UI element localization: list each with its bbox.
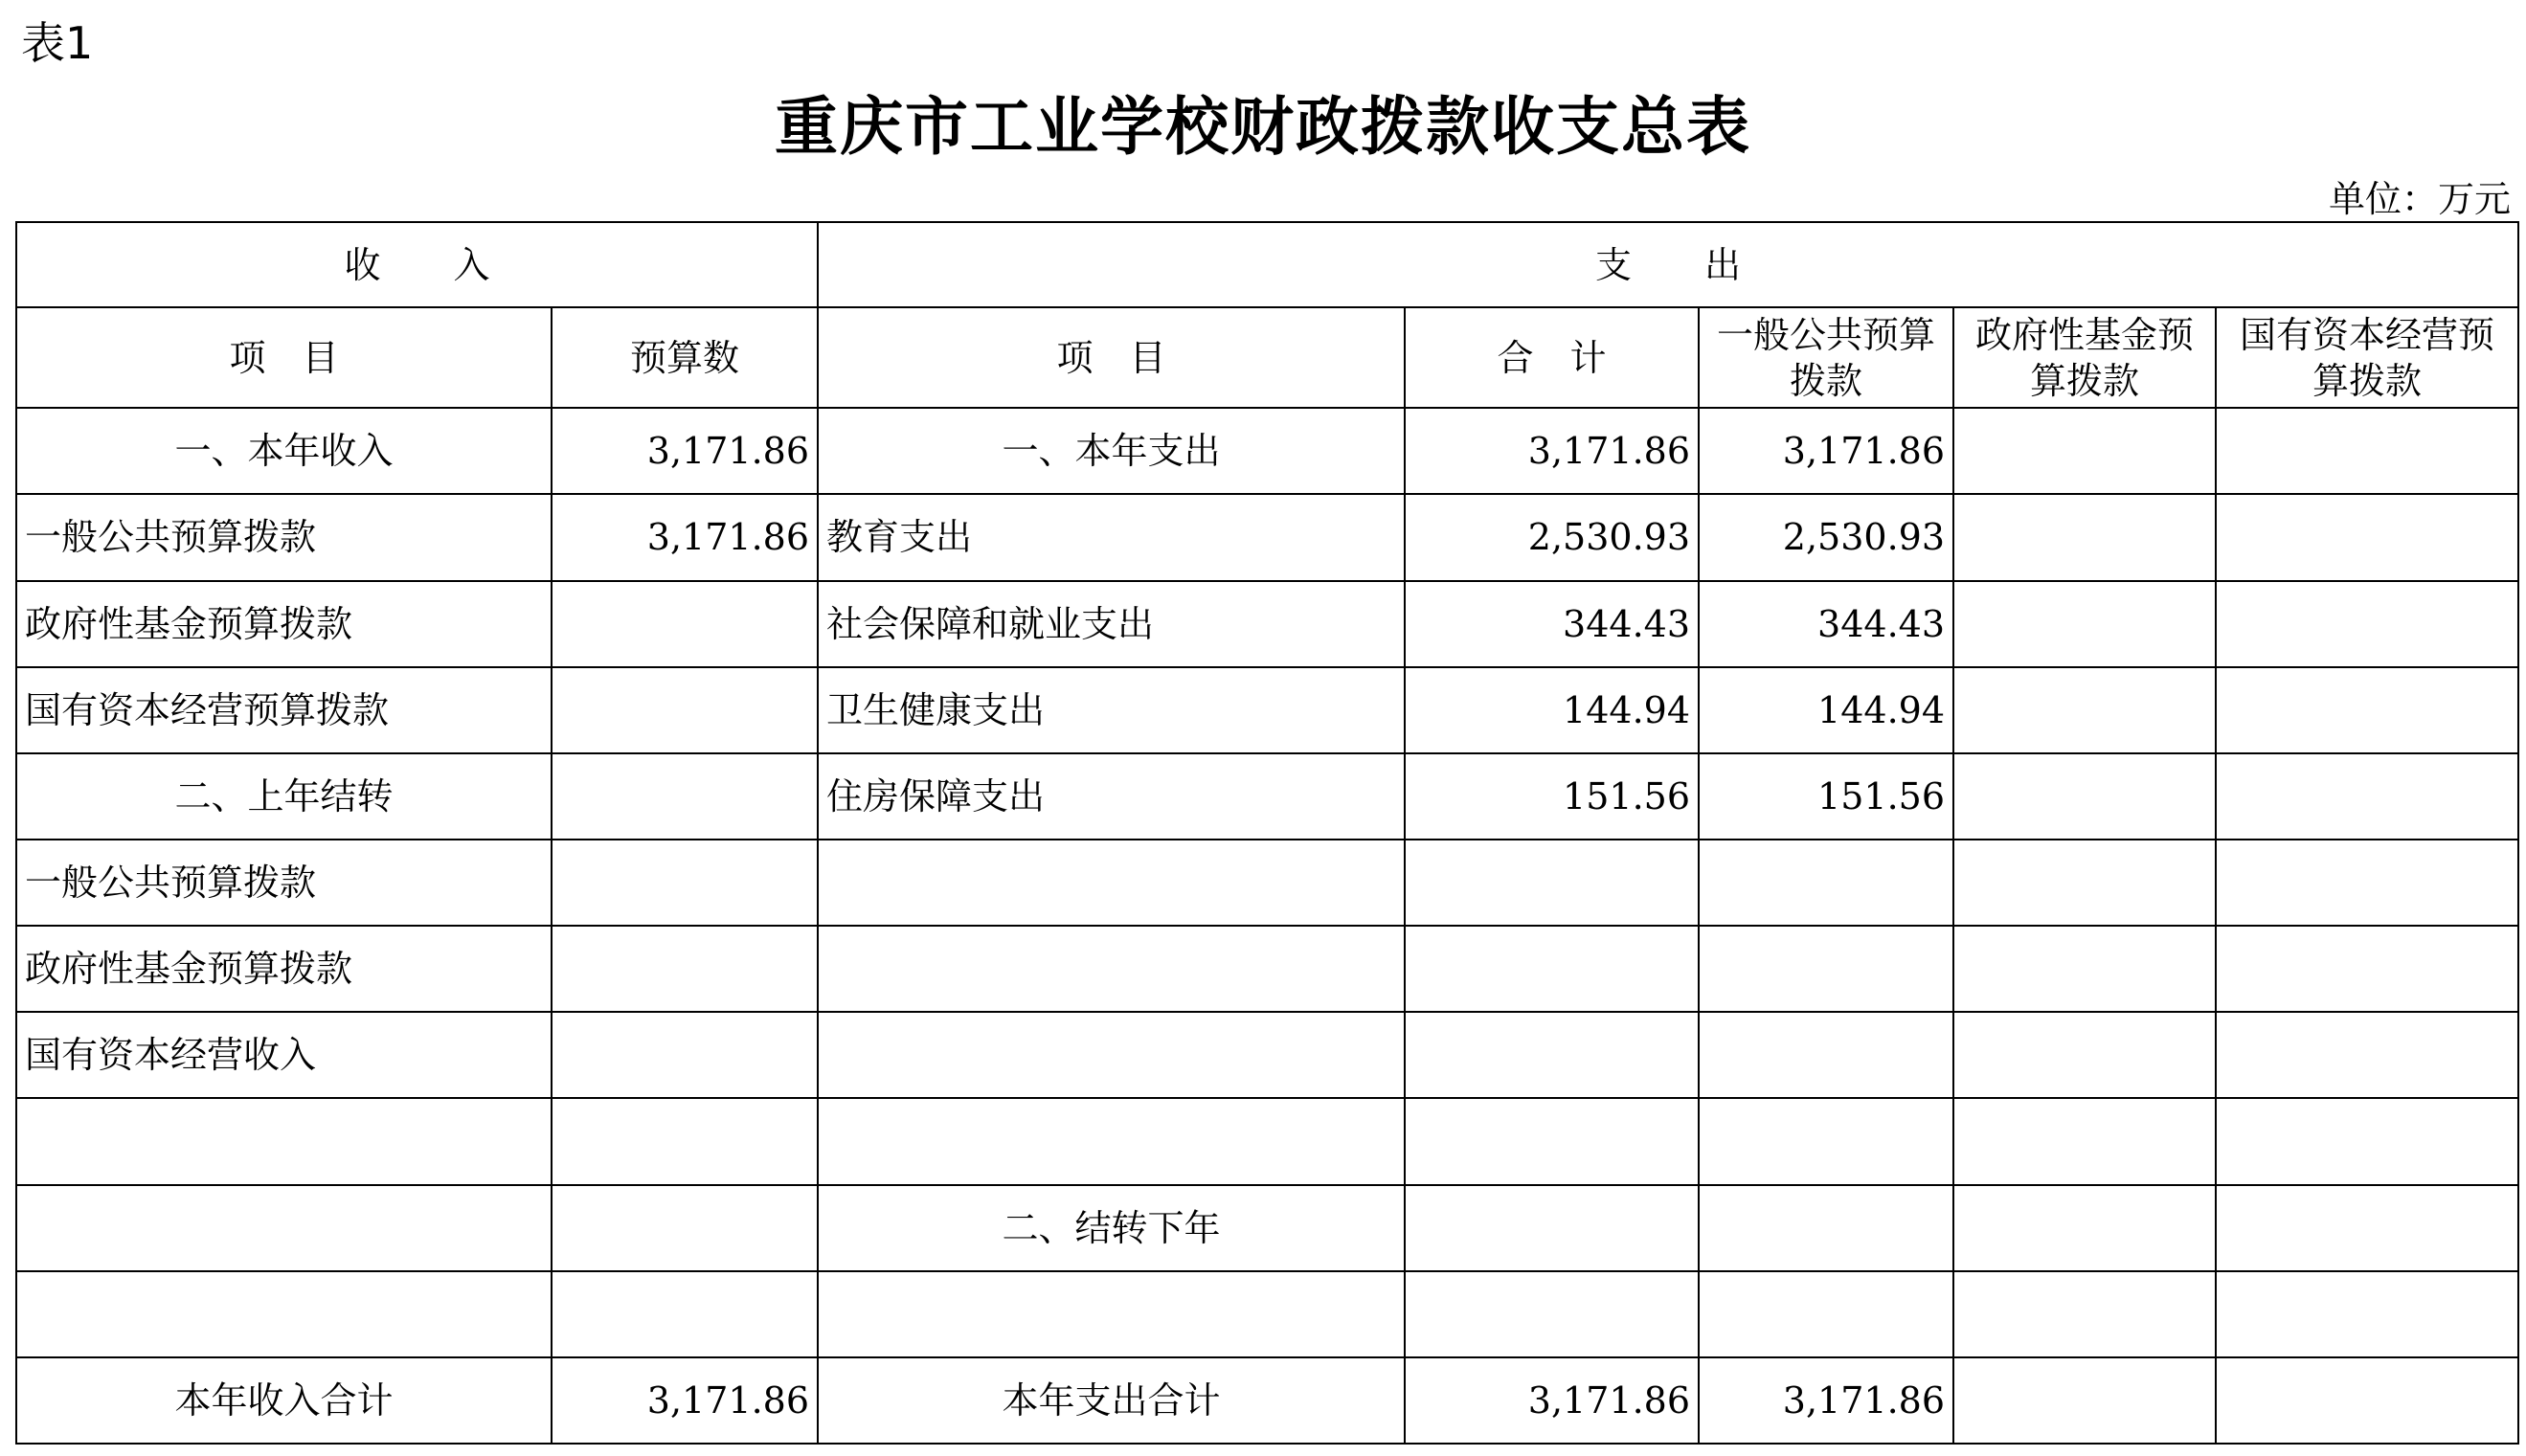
general-budget-cell [1699,926,1953,1012]
gov-fund-cell [1953,840,2216,926]
table-row [16,840,2518,926]
general-budget-total-value: 3,171.86 [1699,1357,1953,1444]
expense-total-cell: 2,530.93 [1405,494,1699,580]
expense-item-cell [818,1012,1405,1098]
expense-item-cell [818,926,1405,1012]
expense-total-cell: 344.43 [1405,581,1699,667]
income-budget-cell [552,667,818,753]
table-row [16,581,2518,667]
income-budget-cell: 3,171.86 [552,494,818,580]
table-number: 表1 [21,17,94,69]
income-item-cell: 一般公共预算拨款 [16,840,552,926]
expense-total-label: 本年支出合计 [818,1357,1405,1444]
income-item-cell [16,1098,552,1184]
income-item-cell: 二、上年结转 [16,753,552,840]
col-header-expense-item: 项 目 [818,307,1405,408]
state-capital-cell [2216,1098,2518,1184]
expense-section-header: 支 出 [818,222,2518,307]
expense-item-cell: 二、结转下年 [818,1185,1405,1271]
income-budget-cell [552,840,818,926]
general-budget-cell: 151.56 [1699,753,1953,840]
expense-item-cell [818,1271,1405,1357]
state-capital-total-value [2216,1357,2518,1444]
general-budget-cell: 144.94 [1699,667,1953,753]
expense-total-cell [1405,1271,1699,1357]
expense-total-cell [1405,926,1699,1012]
state-capital-cell [2216,667,2518,753]
income-budget-cell: 3,171.86 [552,408,818,494]
col-header-income-item: 项 目 [16,307,552,408]
table-row [16,667,2518,753]
col-header-general-budget: 一般公共预算拨款 [1699,307,1953,408]
expense-total-cell [1405,1012,1699,1098]
income-item-cell [16,1271,552,1357]
section-header-row [16,222,2518,307]
expense-item-cell: 教育支出 [818,494,1405,580]
column-header-row [16,307,2518,408]
expense-total-cell [1405,1098,1699,1184]
table-row [16,753,2518,840]
expense-item-cell: 一、本年支出 [818,408,1405,494]
state-capital-cell [2216,840,2518,926]
page-title: 重庆市工业学校财政拨款收支总表 [775,89,1751,164]
income-budget-cell [552,1098,818,1184]
income-item-cell: 国有资本经营预算拨款 [16,667,552,753]
gov-fund-cell [1953,494,2216,580]
col-header-income-budget: 预算数 [552,307,818,408]
state-capital-cell [2216,1012,2518,1098]
general-budget-cell [1699,840,1953,926]
income-total-value: 3,171.86 [552,1357,818,1444]
table-row [16,926,2518,1012]
expense-item-cell: 卫生健康支出 [818,667,1405,753]
income-item-cell: 国有资本经营收入 [16,1012,552,1098]
state-capital-cell [2216,1185,2518,1271]
income-total-label: 本年收入合计 [16,1357,552,1444]
unit-label: 单位：万元 [2328,178,2511,220]
expense-total-cell [1405,1185,1699,1271]
income-item-cell: 一、本年收入 [16,408,552,494]
totals-row [16,1357,2518,1444]
income-budget-cell [552,753,818,840]
table-row [16,408,2518,494]
general-budget-cell [1699,1185,1953,1271]
table-row [16,1271,2518,1357]
gov-fund-cell [1953,1185,2216,1271]
general-budget-cell: 344.43 [1699,581,1953,667]
table-row [16,494,2518,580]
expense-total-value: 3,171.86 [1405,1357,1699,1444]
general-budget-cell: 3,171.86 [1699,408,1953,494]
state-capital-cell [2216,1271,2518,1357]
general-budget-cell [1699,1098,1953,1184]
income-item-cell [16,1185,552,1271]
expense-total-cell: 3,171.86 [1405,408,1699,494]
gov-fund-cell [1953,1271,2216,1357]
gov-fund-cell [1953,753,2216,840]
gov-fund-cell [1953,926,2216,1012]
income-budget-cell [552,1271,818,1357]
col-header-state-capital: 国有资本经营预算拨款 [2216,307,2518,408]
income-budget-cell [552,1012,818,1098]
expense-item-cell: 社会保障和就业支出 [818,581,1405,667]
gov-fund-total-value [1953,1357,2216,1444]
expense-total-cell: 151.56 [1405,753,1699,840]
income-budget-cell [552,581,818,667]
income-item-cell: 政府性基金预算拨款 [16,926,552,1012]
income-budget-cell [552,1185,818,1271]
fiscal-summary-table [15,221,2519,1445]
gov-fund-cell [1953,1012,2216,1098]
gov-fund-cell [1953,408,2216,494]
table-row [16,1185,2518,1271]
gov-fund-cell [1953,581,2216,667]
gov-fund-cell [1953,667,2216,753]
expense-total-cell: 144.94 [1405,667,1699,753]
expense-total-cell [1405,840,1699,926]
state-capital-cell [2216,753,2518,840]
state-capital-cell [2216,581,2518,667]
expense-item-cell [818,1098,1405,1184]
general-budget-cell: 2,530.93 [1699,494,1953,580]
expense-item-cell: 住房保障支出 [818,753,1405,840]
income-budget-cell [552,926,818,1012]
expense-item-cell [818,840,1405,926]
state-capital-cell [2216,408,2518,494]
income-section-header: 收 入 [16,222,818,307]
state-capital-cell [2216,494,2518,580]
col-header-expense-total: 合 计 [1405,307,1699,408]
table-row [16,1098,2518,1184]
income-item-cell: 一般公共预算拨款 [16,494,552,580]
income-item-cell: 政府性基金预算拨款 [16,581,552,667]
general-budget-cell [1699,1012,1953,1098]
gov-fund-cell [1953,1098,2216,1184]
state-capital-cell [2216,926,2518,1012]
table-row [16,1012,2518,1098]
col-header-gov-fund: 政府性基金预算拨款 [1953,307,2216,408]
general-budget-cell [1699,1271,1953,1357]
